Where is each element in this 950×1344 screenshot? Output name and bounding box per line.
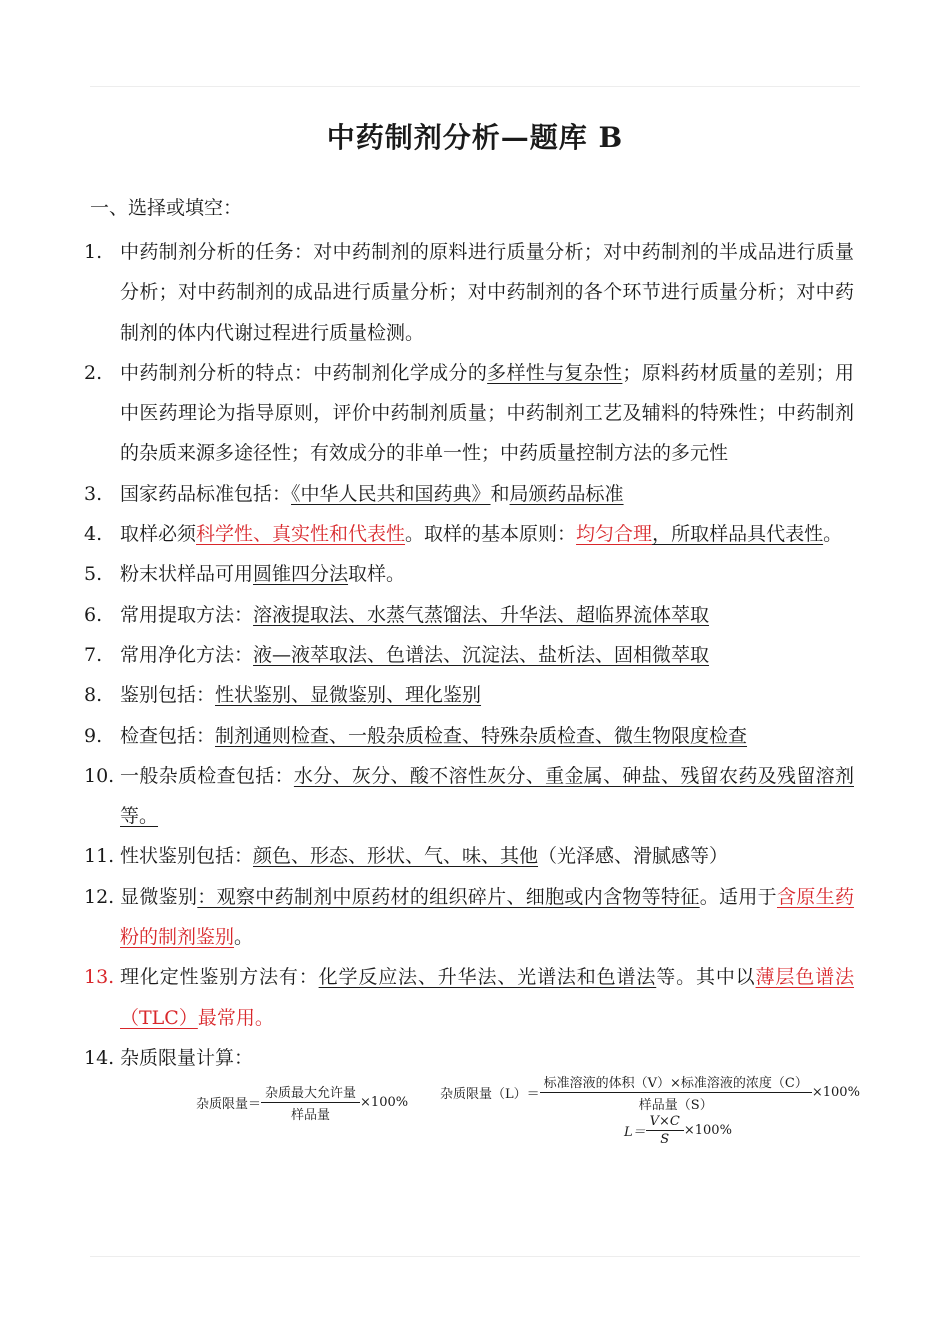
- formula-label: L＝: [624, 1125, 646, 1141]
- item-text: [120, 635, 854, 675]
- item-text: [120, 836, 854, 876]
- list-item: [84, 675, 854, 715]
- item-number: 6.: [84, 603, 103, 626]
- item-text-segment: ；原料药材质量的差别；用中医药理论为指导原则，评价中药制剂质量；中药制剂工艺及辅料的特殊性；中药制剂的杂质来源多途径性；有效成分的非单一性；中药质量控制方法的多元性: [120, 361, 854, 465]
- underlined-answer: ：观察中药制剂中原药材的组织碎片、细胞或内含物等特征: [197, 885, 700, 908]
- item-text-segment: 国家药品标准包括：: [120, 482, 292, 505]
- item-text-segment: 粉末状样品可用: [120, 563, 254, 586]
- fraction-denominator: 样品量（S）: [638, 1098, 713, 1114]
- item-number: 3.: [84, 482, 103, 505]
- underlined-answer: 局颁药品标准: [509, 482, 624, 505]
- fraction-denominator: 样品量: [291, 1108, 331, 1124]
- formula-impurity-limit: [196, 1082, 408, 1123]
- formula-suffix: ×100%: [360, 1095, 409, 1111]
- formula-l-short: [624, 1114, 732, 1147]
- list-item: [84, 514, 854, 554]
- formula-label: 杂质限量＝: [196, 1097, 262, 1113]
- underlined-answer: 薄层色谱法（TLC）: [120, 966, 854, 1029]
- item-text-segment: 。: [234, 926, 254, 949]
- item-text-segment: 取样。: [348, 563, 406, 586]
- item-text: [120, 514, 854, 554]
- item-text: [120, 756, 854, 837]
- underlined-answer: 科学性、真实性和代表性: [196, 523, 406, 546]
- list-item: [84, 877, 854, 958]
- question-list: [84, 232, 860, 1188]
- item-number: 4.: [84, 523, 103, 546]
- fraction-denominator: S: [660, 1132, 670, 1148]
- underlined-answer: 颜色、形态、形状、气、味、其他: [253, 845, 539, 868]
- item-number: 12.: [84, 885, 115, 908]
- footer-rule: [90, 1256, 860, 1257]
- list-item: [84, 756, 854, 837]
- list-item: [84, 716, 854, 756]
- underlined-answer: ，所取样品具代表性: [652, 523, 824, 546]
- list-item: [84, 836, 854, 876]
- item-text-segment: 中药制剂分析的任务：对中药制剂的原料进行质量分析；对中药制剂的半成品进行质量分析；对中药制剂的成品进行质量分析；对中药制剂的各个环节进行质量分析；对中药制剂的体内代谢过程进行质量检测。: [120, 241, 854, 344]
- item-text-segment: 检查包括：: [120, 724, 216, 747]
- item-text-segment: 取样必须: [120, 523, 197, 546]
- item-text: [120, 716, 854, 756]
- item-text-segment: 常用提取方法：: [120, 603, 254, 626]
- fraction: [261, 1082, 360, 1123]
- underlined-answer: 多样性与复杂性: [487, 361, 623, 384]
- item-text: [120, 595, 854, 635]
- item-number: 5.: [84, 563, 103, 586]
- list-item: [84, 595, 854, 635]
- item-text: [120, 474, 854, 514]
- underlined-answer: 液—液萃取法、色谱法、沉淀法、盐析法、固相微萃取: [253, 643, 710, 666]
- underlined-answer: 溶液提取法、水蒸气蒸馏法、升华法、超临界流体萃取: [253, 603, 710, 626]
- item-number: 14.: [84, 1046, 115, 1069]
- item-text-segment: 性状鉴别包括：: [120, 845, 254, 868]
- fraction: [540, 1072, 812, 1113]
- item-number: 7.: [84, 643, 103, 666]
- item-text-segment: 。适用于: [699, 885, 777, 908]
- item-number: 2.: [84, 361, 103, 384]
- item-text-segment: 鉴别包括：: [120, 684, 216, 707]
- item-text-segment: 常用净化方法：: [120, 643, 254, 666]
- underlined-answer: 《中华人民共和国药典》: [291, 482, 491, 505]
- fraction-numerator: 标准溶液的体积（V）×标准溶液的浓度（C）: [540, 1072, 812, 1093]
- item-number: 9.: [84, 724, 103, 747]
- underlined-answer: 含原生药粉的制剂鉴别: [120, 885, 854, 949]
- list-item: [84, 554, 854, 594]
- page-title: 中药制剂分析—题库 B: [326, 121, 624, 154]
- item-text: [120, 957, 854, 1038]
- item-text-segment: 。取样的基本原则：: [405, 523, 577, 546]
- list-item: [84, 957, 854, 1038]
- item-text-segment: 最常用。: [197, 1006, 274, 1029]
- formula-suffix: ×100%: [683, 1123, 732, 1139]
- item-text: [120, 353, 854, 474]
- underlined-answer: 化学反应法、升华法、光谱法和色谱法: [318, 966, 657, 989]
- underlined-answer: 水分、灰分、酸不溶性灰分、重金属、砷盐、残留农药及残留溶剂等。: [120, 764, 854, 828]
- item-text: [120, 232, 854, 353]
- formula-area: [84, 1076, 860, 1188]
- item-text-segment: 显微鉴别: [120, 885, 198, 908]
- underlined-answer: 圆锥四分法: [253, 563, 349, 586]
- fraction-numerator: V×C: [646, 1114, 684, 1131]
- underlined-answer: 制剂通则检查、一般杂质检查、特殊杂质检查、微生物限度检查: [215, 724, 748, 747]
- header-rule: [90, 86, 860, 87]
- list-item: [84, 232, 854, 353]
- item-number: 10.: [84, 764, 115, 787]
- formula-impurity-limit-standard: [440, 1072, 860, 1113]
- item-text-segment: 等。其中以: [656, 966, 756, 989]
- item-number: 8.: [84, 684, 103, 707]
- item-text-segment: 。: [823, 523, 843, 546]
- item-text-segment: 理化定性鉴别方法有：: [120, 966, 319, 989]
- section-heading: 一、选择或填空：: [90, 197, 243, 219]
- underlined-answer: 性状鉴别、显微鉴别、理化鉴别: [215, 684, 482, 707]
- item-number: 11.: [84, 845, 115, 868]
- list-item: [84, 635, 854, 675]
- item-text-segment: 和: [490, 482, 510, 505]
- item-text-segment: 一般杂质检查包括：: [120, 764, 294, 787]
- item-text: [120, 554, 854, 594]
- fraction-numerator: 杂质最大允许量: [261, 1082, 360, 1103]
- formula-suffix: ×100%: [811, 1085, 860, 1101]
- item-text: [120, 877, 854, 958]
- item-text: [120, 675, 854, 715]
- fraction: [646, 1114, 684, 1147]
- item-text-segment: （光泽感、滑腻感等）: [538, 845, 729, 868]
- list-item: [84, 353, 854, 474]
- list-item: [84, 474, 854, 514]
- item-text-segment: 中药制剂分析的特点：中药制剂化学成分的: [120, 361, 488, 384]
- item-number: 1.: [84, 241, 103, 263]
- formula-label: 杂质限量（L）＝: [440, 1087, 540, 1103]
- item-number: 13.: [84, 966, 115, 989]
- underlined-answer: 均匀合理: [576, 523, 653, 546]
- item-text-segment: 杂质限量计算：: [120, 1046, 254, 1069]
